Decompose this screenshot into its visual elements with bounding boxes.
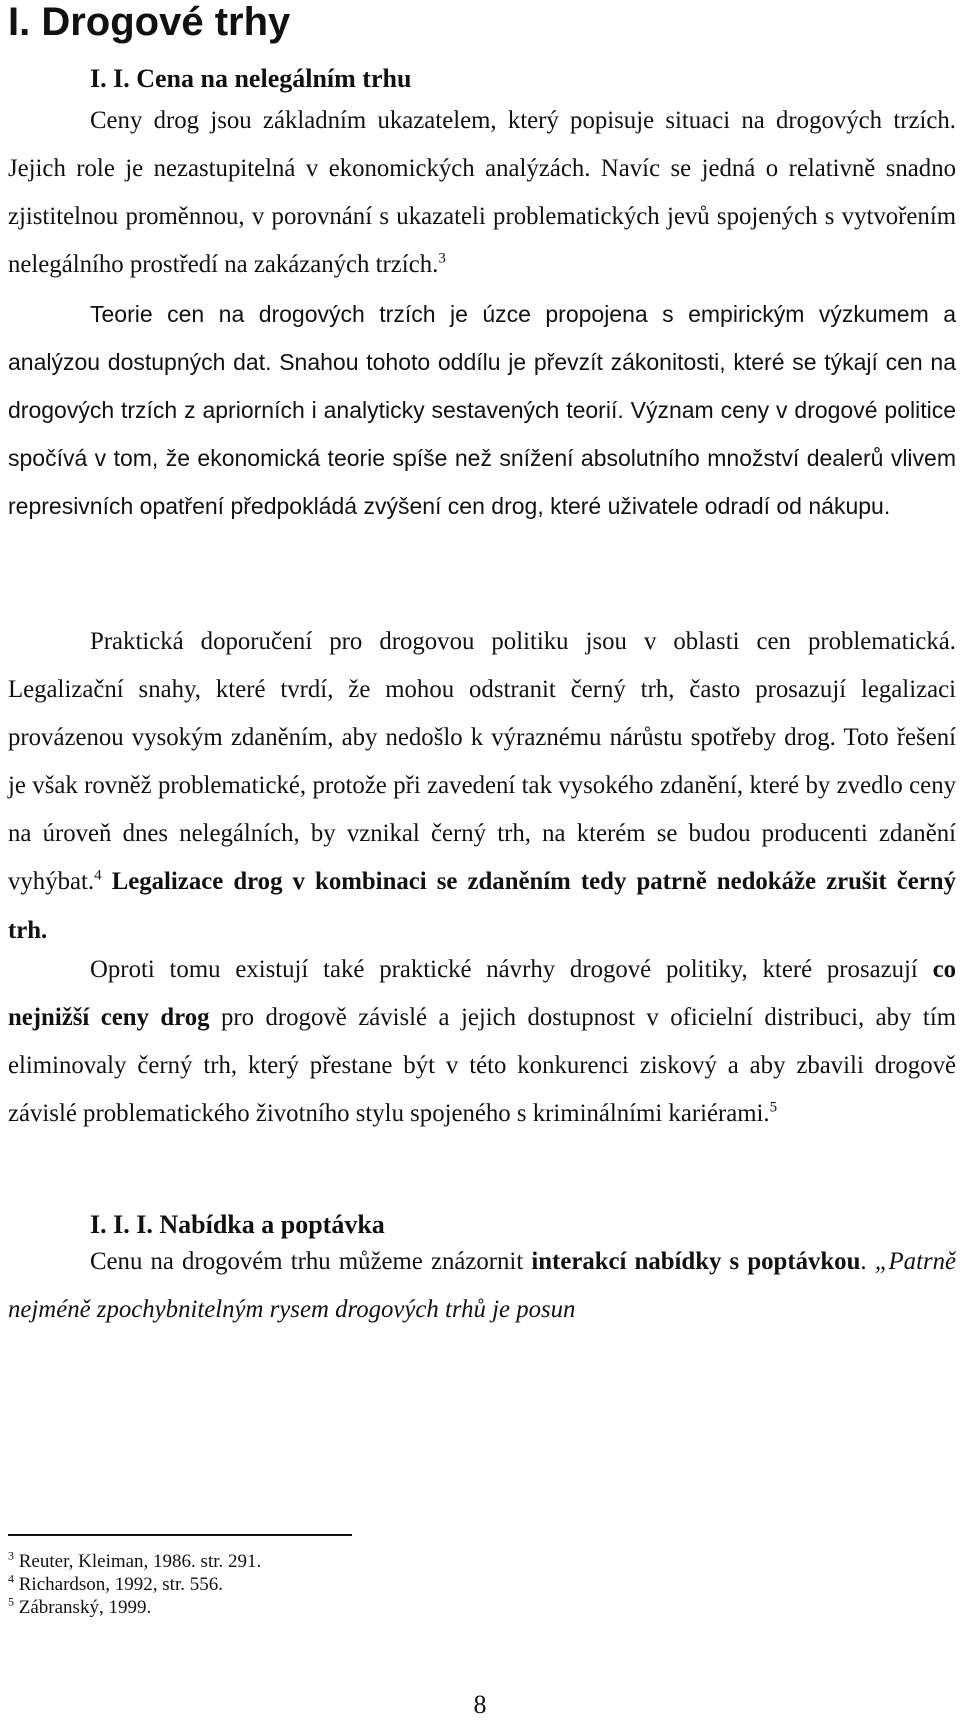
- paragraph-text-after: pro drogově závislé a jejich dostupnost v oficielní distribuci, aby tím eliminovaly černý trh, který přestane být v této konkurenci ziskový a aby zbavili drogově závislé problematického životního stylu spojeného s kriminálními kariérami.: [8, 1004, 956, 1128]
- paragraph-text-before: Oproti tomu existují také praktické návrhy drogové politiky, které prosazují: [90, 956, 918, 983]
- paragraph-supply-demand: [8, 1238, 956, 1334]
- footnote-number: 5: [8, 1594, 14, 1609]
- footnote-text: Zábranský, 1999.: [18, 1597, 152, 1618]
- paragraph-text: Ceny drog jsou základním ukazatelem, který popisuje situaci na drogových trzích. Jejich role je nezastupitelná v ekonomických analýzách. Navíc se jedná o relativně snadno zjistitelnou proměnnou, v porovnání s ukazateli problematických jevů spojených s vytvořením nelegálního prostředí na zakázaných trzích.: [8, 107, 956, 279]
- paragraph-text: Praktická doporučení pro drogovou politiku jsou v oblasti cen problematická. Legalizační snahy, které tvrdí, že mohou odstranit černý trh, často prosazují legalizaci provázenou vysokým zdaněním, aby nedošlo k výraznému nárůstu spotřeby drog. Toto řešení je však rovněž problematické, protože při zavedení tak vysokého zdanění, které by zvedlo ceny na úroveň dnes nelegálních, by vznikal černý trh, na kterém se budou producenti zdanění vyhýbat.: [8, 628, 956, 896]
- footnote-5: [8, 1596, 261, 1619]
- section-heading-supply-demand: I. I. I. Nabídka a poptávka: [90, 1210, 385, 1239]
- paragraph-bold-lowest-prices: co nejnižší ceny drog: [8, 956, 957, 1032]
- paragraph-italic-quote: „Patrně nejméně zpochybnitelným rysem drogových trhů je posun: [8, 1248, 957, 1324]
- footnote-number: 3: [8, 1548, 14, 1563]
- footnote-ref-5[interactable]: 5: [769, 1100, 778, 1117]
- footnote-separator: [8, 1534, 352, 1536]
- footnote-ref-4[interactable]: 4: [94, 868, 102, 885]
- footnotes: [8, 1550, 261, 1619]
- paragraph-bold-conclusion: Legalizace drog v kombinaci se zdaněním tedy patrně nedokáže zrušit černý trh.: [8, 868, 956, 944]
- paragraph-price-theory: Teorie cen na drogových trzích je úzce propojena s empirickým výzkumem a analýzou dostupných dat. Snahou tohoto oddílu je převzít zákonitosti, které se týkají cen na drogových trzích z apriorních i analyticky sestavených teorií. Význam ceny v drogové politice spočívá v tom, že ekonomická teorie spíše než snížení absolutního množství dealerů vlivem represivních opatření předpokládá zvýšení cen drog, které uživatele odradí od nákupu.: [8, 301, 956, 520]
- page-title: I. Drogové trhy: [8, 0, 291, 44]
- footnote-ref-3[interactable]: 3: [438, 251, 446, 268]
- paragraph-low-price-proposals: [8, 946, 956, 1138]
- footnote-text: Reuter, Kleiman, 1986. str. 291.: [18, 1551, 262, 1572]
- paragraph-policy-recommendations: [8, 618, 956, 955]
- paragraph-text-after: .: [860, 1248, 867, 1275]
- footnote-4: [8, 1573, 261, 1596]
- footnote-text: Richardson, 1992, str. 556.: [18, 1574, 223, 1595]
- paragraph-text-before: Cenu na drogovém trhu můžeme znázornit: [90, 1248, 524, 1275]
- footnote-3: [8, 1550, 261, 1573]
- page-number: 8: [473, 1690, 487, 1719]
- paragraph-prices-intro: [8, 97, 956, 289]
- footnote-number: 4: [8, 1571, 14, 1586]
- section-heading-price: I. I. Cena na nelegálním trhu: [90, 64, 412, 93]
- paragraph-bold-interaction: interakcí nabídky s poptávkou: [531, 1248, 861, 1275]
